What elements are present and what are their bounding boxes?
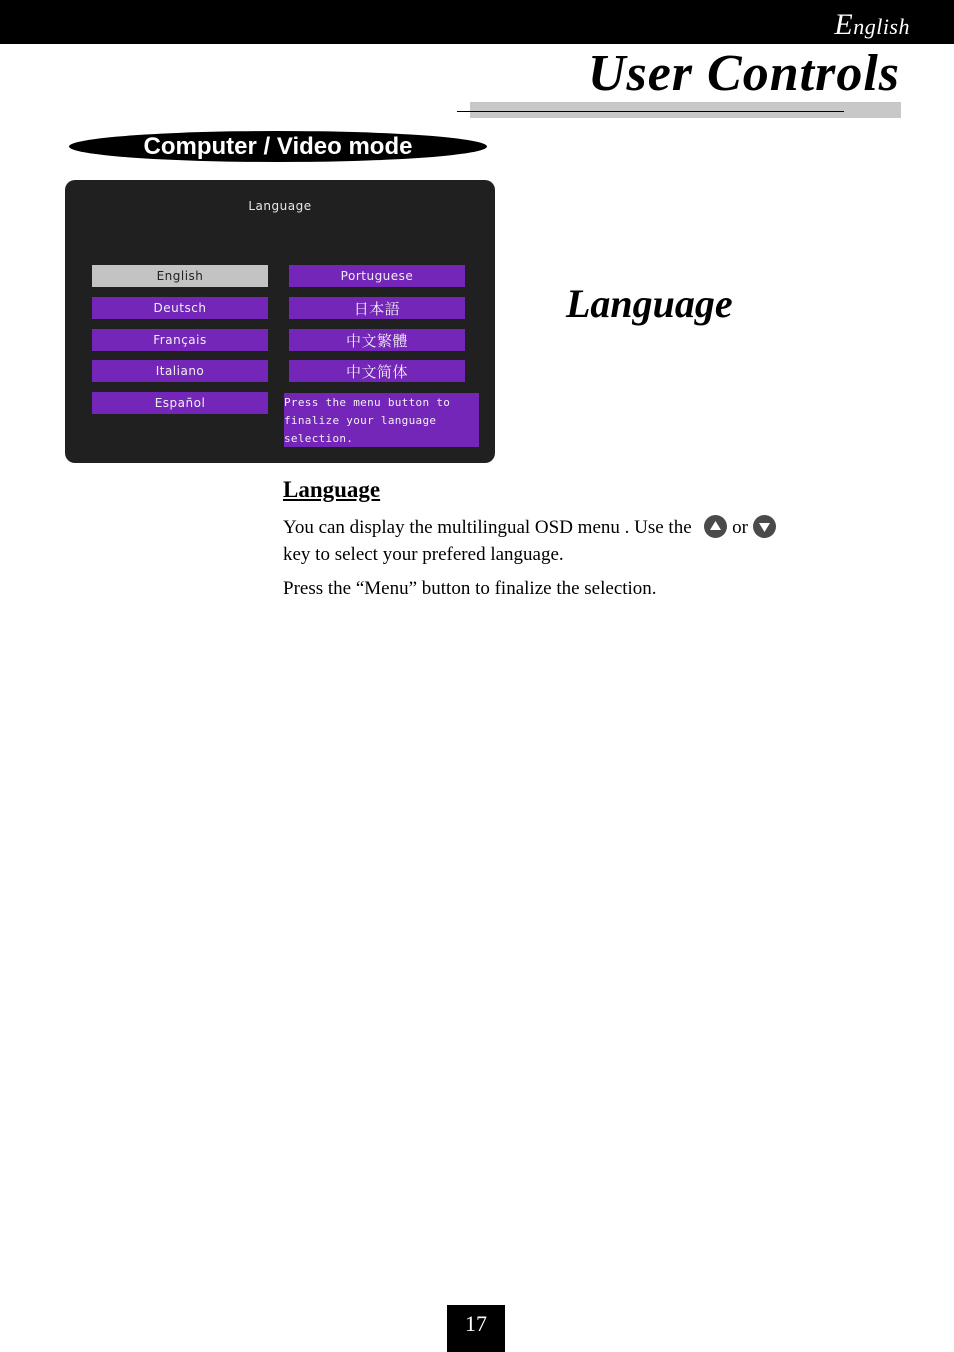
osd-option-traditional-chinese[interactable]: 中文繁體 bbox=[289, 329, 465, 351]
title-underline-rule bbox=[457, 111, 844, 112]
osd-option-japanese[interactable]: 日本語 bbox=[289, 297, 465, 319]
description-line-1 bbox=[283, 514, 776, 541]
header-bar bbox=[0, 0, 954, 44]
osd-option-francais[interactable]: Français bbox=[92, 329, 268, 351]
page-number: 17 bbox=[447, 1305, 505, 1352]
title-underline-band bbox=[470, 102, 901, 118]
feature-heading: Language bbox=[566, 281, 733, 326]
osd-option-simplified-chinese[interactable]: 中文简体 bbox=[289, 360, 465, 382]
osd-option-deutsch[interactable]: Deutsch bbox=[92, 297, 268, 319]
description-or: or bbox=[732, 517, 748, 538]
osd-option-espanol[interactable]: Español bbox=[92, 392, 268, 414]
osd-note-line: Press the menu button to bbox=[284, 396, 451, 409]
description-line-2: key to select your prefered language. bbox=[283, 544, 564, 565]
description-text: You can display the multilingual OSD menu . Use the bbox=[283, 517, 692, 538]
up-arrow-icon bbox=[704, 515, 727, 538]
mode-banner: Computer / Video mode bbox=[69, 131, 487, 162]
osd-instruction-note bbox=[284, 393, 479, 447]
page-title: User Controls bbox=[587, 45, 900, 102]
language-tag bbox=[834, 8, 910, 42]
osd-title: Language bbox=[248, 199, 312, 213]
osd-option-portuguese[interactable]: Portuguese bbox=[289, 265, 465, 287]
osd-option-italiano[interactable]: Italiano bbox=[92, 360, 268, 382]
osd-option-english[interactable]: English bbox=[92, 265, 268, 287]
osd-note-line: selection. bbox=[284, 432, 354, 445]
language-tag-initial: E bbox=[834, 8, 854, 41]
osd-note-line: finalize your language bbox=[284, 414, 437, 427]
down-arrow-icon bbox=[753, 515, 776, 538]
language-tag-rest: nglish bbox=[853, 14, 910, 39]
section-heading: Language bbox=[283, 477, 381, 502]
description-line-3: Press the “Menu” button to finalize the selection. bbox=[283, 578, 657, 599]
osd-language-menu bbox=[65, 180, 495, 463]
